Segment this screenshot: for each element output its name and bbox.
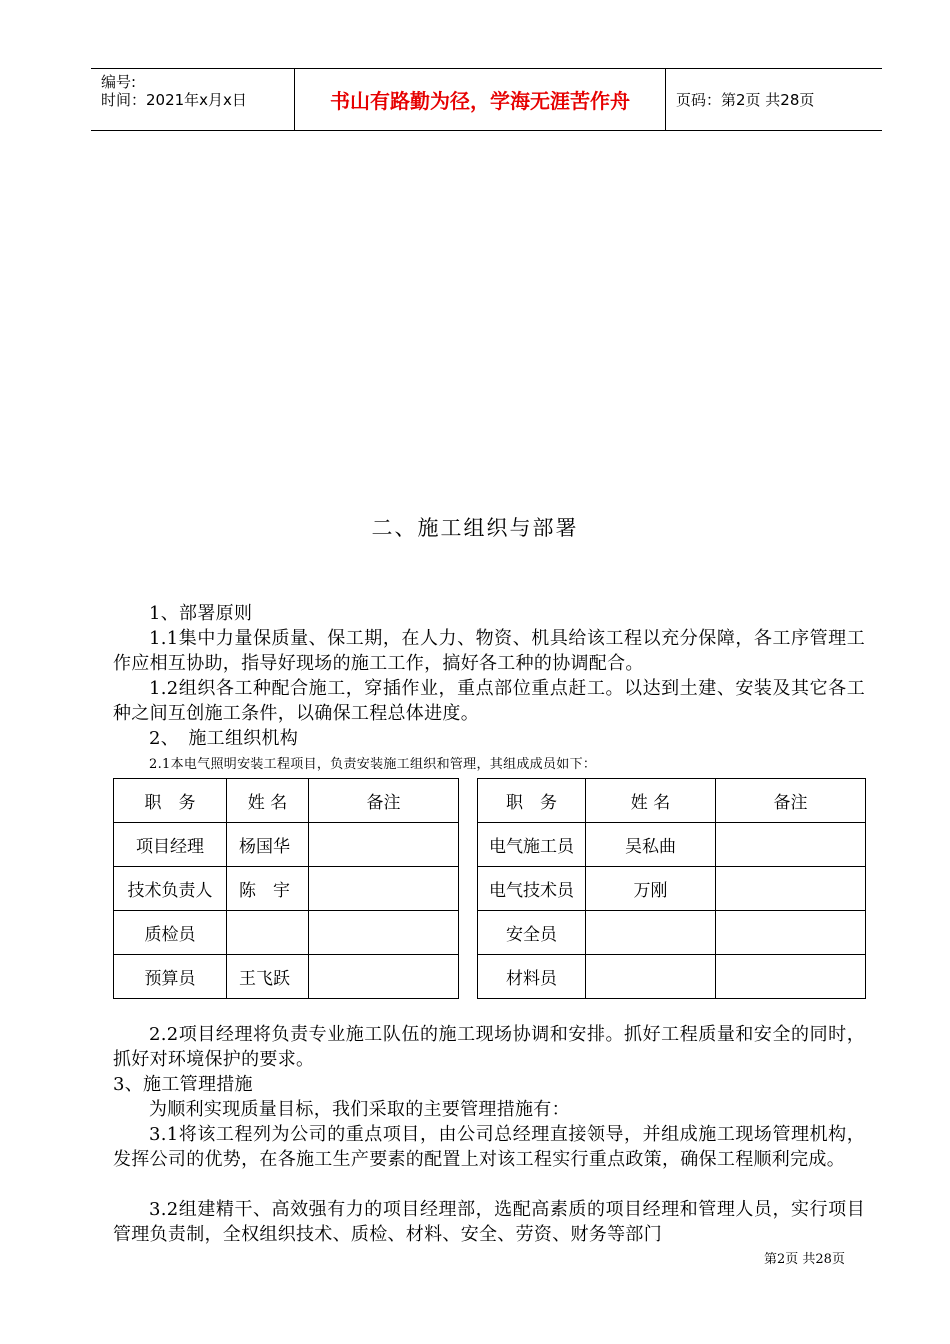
role-cell: 电气技术员 <box>478 867 586 911</box>
page-header <box>91 68 882 131</box>
name-cell <box>227 911 309 955</box>
paragraph-3-1: 3.1将该工程列为公司的重点项目，由公司总经理直接领导，并组成施工现场管理机构，发挥公司的优势，在各施工生产要素的配置上对该工程实行重点政策，确保工程顺利完成。 <box>113 1124 865 1170</box>
header-note: 备注 <box>716 779 866 823</box>
name-cell: 杨国华 <box>227 823 309 867</box>
name-cell <box>586 911 716 955</box>
heading-3: 3、施工管理措施 <box>113 1074 253 1095</box>
role-cell: 质检员 <box>114 911 227 955</box>
note-cell <box>716 911 866 955</box>
paragraph-2-1: 2.1本电气照明安装工程项目，负责安装施工组织和管理，其组成成员如下： <box>149 757 597 772</box>
paragraph-3-0: 为顺利实现质量目标，我们采取的主要管理措施有： <box>149 1099 570 1120</box>
name-cell: 万刚 <box>586 867 716 911</box>
name-cell <box>586 955 716 999</box>
table-header-row <box>114 779 866 823</box>
role-cell: 预算员 <box>114 955 227 999</box>
section-title: 二、施工组织与部署 <box>371 516 579 540</box>
header-role: 职 务 <box>478 779 586 823</box>
heading-1: 1、部署原则 <box>149 603 253 624</box>
header-name: 姓 名 <box>586 779 716 823</box>
paragraph-1-2: 1.2组织各工种配合施工，穿插作业，重点部位重点赶工。以达到土建、安装及其它各工种之间互创施工条件，以确保工程总体进度。 <box>113 678 865 724</box>
name-cell: 陈 宇 <box>227 867 309 911</box>
header-page-number: 页码：第2页 共28页 <box>676 91 815 109</box>
note-cell <box>716 955 866 999</box>
table-row <box>114 823 866 867</box>
time-label: 时间：2021年x月x日 <box>101 91 247 109</box>
page-footer: 第2页 共28页 <box>764 1252 845 1267</box>
staff-table <box>113 778 866 999</box>
table-row <box>114 955 866 999</box>
note-cell <box>309 911 459 955</box>
paragraph-2-2: 2.2项目经理将负责专业施工队伍的施工现场协调和安排。抓好工程质量和安全的同时，抓好对环境保护的要求。 <box>113 1024 865 1070</box>
role-cell: 电气施工员 <box>478 823 586 867</box>
note-cell <box>309 823 459 867</box>
note-cell <box>716 867 866 911</box>
header-note: 备注 <box>309 779 459 823</box>
number-label: 编号: <box>101 73 137 91</box>
note-cell <box>716 823 866 867</box>
role-cell: 项目经理 <box>114 823 227 867</box>
header-name: 姓 名 <box>227 779 309 823</box>
name-cell: 王飞跃 <box>227 955 309 999</box>
table-gap <box>459 779 478 823</box>
header-meta <box>91 69 295 130</box>
table-gap <box>459 911 478 955</box>
header-motto: 书山有路勤为径，学海无涯苦作舟 <box>295 69 666 130</box>
paragraph-3-2: 3.2组建精干、高效强有力的项目经理部，选配高素质的项目经理和管理人员，实行项目管理负责制，全权组织技术、质检、材料、安全、劳资、财务等部门 <box>113 1199 865 1245</box>
table-row <box>114 867 866 911</box>
table-gap <box>459 823 478 867</box>
role-cell: 技术负责人 <box>114 867 227 911</box>
table-gap <box>459 955 478 999</box>
note-cell <box>309 867 459 911</box>
table-gap <box>459 867 478 911</box>
name-cell: 吴私曲 <box>586 823 716 867</box>
table-row <box>114 911 866 955</box>
header-role: 职 务 <box>114 779 227 823</box>
role-cell: 材料员 <box>478 955 586 999</box>
note-cell <box>309 955 459 999</box>
role-cell: 安全员 <box>478 911 586 955</box>
heading-2: 2、 施工组织机构 <box>149 728 299 749</box>
paragraph-1-1: 1.1集中力量保质量、保工期，在人力、物资、机具给该工程以充分保障，各工序管理工作应相互协助，指导好现场的施工工作，搞好各工种的协调配合。 <box>113 628 865 674</box>
